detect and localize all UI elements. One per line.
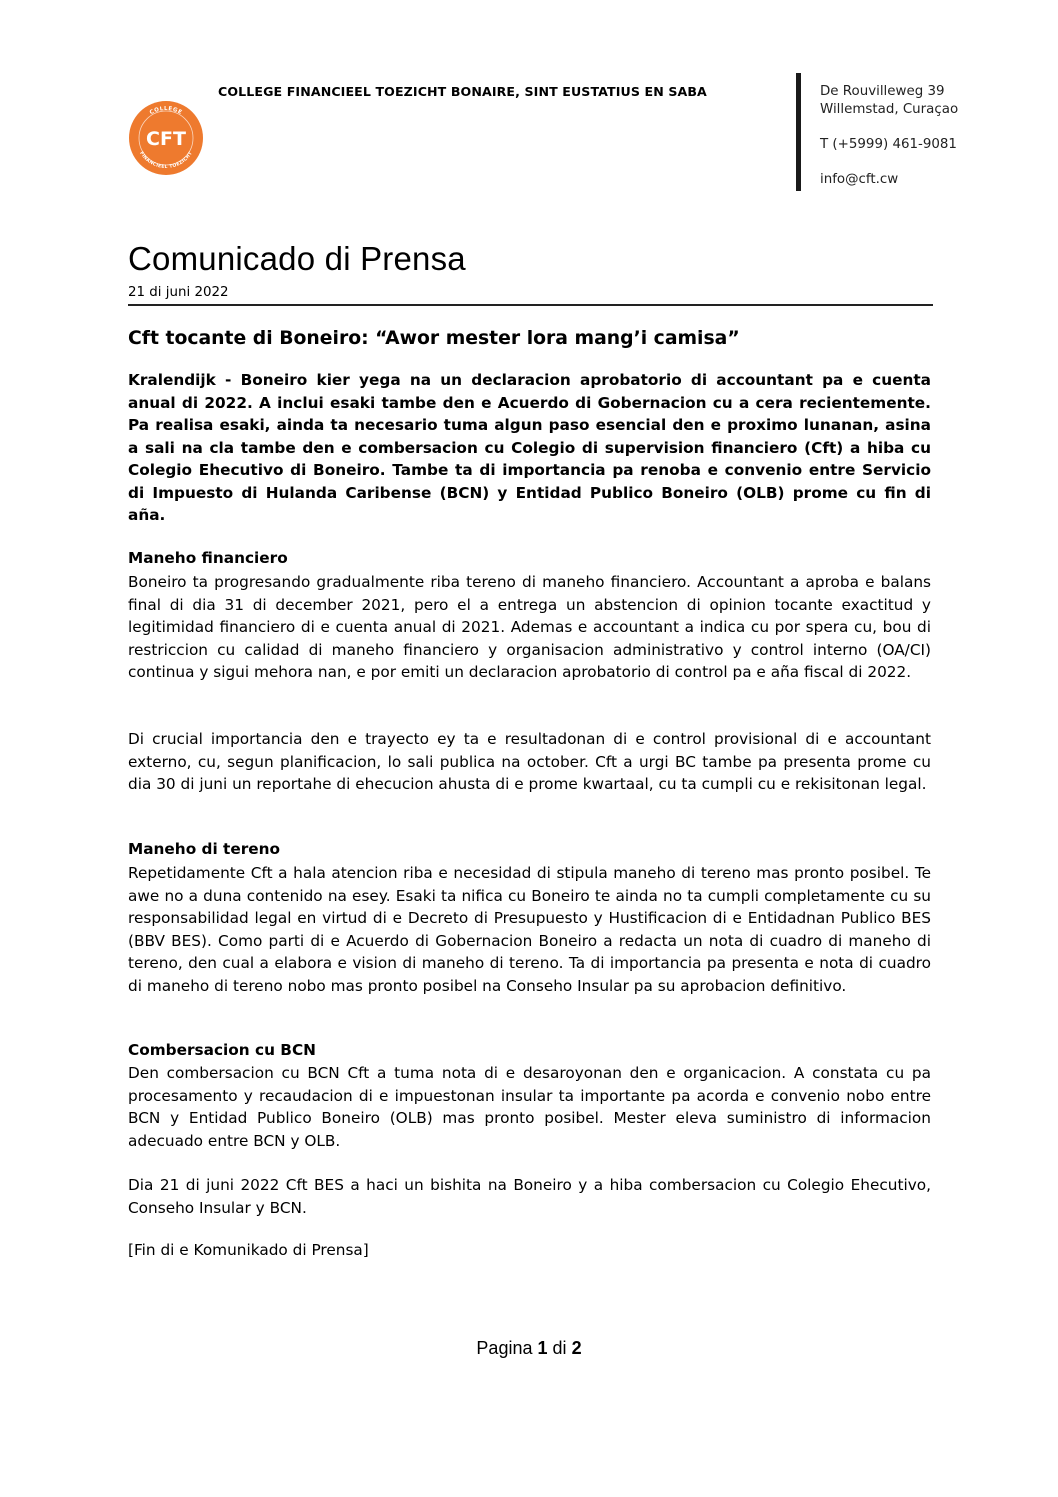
logo-text: CFT bbox=[146, 128, 186, 150]
page-total: 2 bbox=[571, 1338, 582, 1358]
section-heading-land: Maneho di tereno bbox=[128, 840, 281, 858]
section-land-paragraph: Repetidamente Cft a hala atencion riba e necesidad di stipula maneho di tereno mas pronto posibel. Te awe no a duna contenido na esey. Esaki ta nifica cu Boneiro te ainda no ta cumpli completamente cu su responsabilidad legal en virtud di e Decreto di Presupuesto y Hustificacion di e Entidadnan Publico BES (BBV BES). Como parti di e Acuerdo di Gobernacion Boneiro a redacta un nota di cuadro di maneho di tereno, den cual a elabora e vision di maneho di tereno. Ta di importancia pa presenta e nota di cuadro di maneho di tereno nobo mas pronto posibel na Conseho Insular pa su aprobacion definitivo. bbox=[128, 864, 931, 995]
closing-paragraph: Dia 21 di juni 2022 Cft BES a haci un bishita na Boneiro y a hiba combersacion cu Colegio Ehecutivo, Conseho Insular y BCN. bbox=[128, 1176, 931, 1217]
page-number bbox=[0, 1338, 1058, 1359]
organization-name: COLLEGE FINANCIEEL TOEZICHT BONAIRE, SINT EUSTATIUS EN SABA bbox=[218, 84, 707, 99]
logo-ring-text-bottom: FINANCIEEL TOEZICHT bbox=[138, 151, 194, 171]
cft-logo bbox=[128, 100, 204, 176]
section-heading-bcn: Combersacion cu BCN bbox=[128, 1041, 316, 1059]
address-line-2: Willemstad, Curaçao bbox=[820, 102, 959, 117]
end-note: [Fin di e Komunikado di Prensa] bbox=[128, 1241, 369, 1259]
document-date: 21 di juni 2022 bbox=[128, 285, 229, 300]
headline: Cft tocante di Boneiro: “Awor mester lora mang’i camisa” bbox=[128, 328, 740, 349]
phone-number: T (+5999) 461-9081 bbox=[820, 137, 957, 152]
lead-paragraph: Kralendijk - Boneiro kier yega na un declaracion aprobatorio di accountant pa e cuenta anual di 2022. A inclui esaki tambe den e Acuerdo di Gobernacion cu a cera recientemente. Pa realisa esaki, ainda ta necesario tuma algun paso esencial den e proximo lunanan, asina a sali na cla tambe den e combersacion cu Colegio di supervision financiero (Cft) a hiba cu Colegio Ehecutivo di Boneiro. Tambe ta di importancia pa renoba e convenio entre Servicio di Impuesto di Hulanda Caribense (BCN) y Entidad Publico Boneiro (OLB) prome cu fin di aña. bbox=[128, 371, 931, 524]
page-prefix: Pagina bbox=[476, 1338, 533, 1358]
document-title: Comunicado di Prensa bbox=[128, 240, 466, 277]
address-line-1: De Rouvilleweg 39 bbox=[820, 84, 945, 99]
email-address: info@cft.cw bbox=[820, 172, 899, 187]
title-rule bbox=[128, 304, 933, 306]
page-separator: di bbox=[552, 1338, 567, 1358]
section-financial-paragraph-1: Boneiro ta progresando gradualmente riba tereno di maneho financiero. Accountant a aproba e balans final di dia 31 di december 2021, pero el a entrega un abstencion di opinion tocante exactitud y legitimidad financiero di e cuenta anual di 2021. Ademas e accountant a indica cu por spera cu, bou di restriccion cu calidad di maneho financiero y organisacion administrativo y control interno (OA/CI) continua y sigui mehora nan, e por emiti un declaracion aprobatorio di control pa e aña fiscal di 2022. bbox=[128, 573, 931, 681]
section-heading-financial: Maneho financiero bbox=[128, 549, 288, 567]
section-financial-paragraph-2: Di crucial importancia den e trayecto ey ta e resultadonan di e control provisional di e accountant externo, cu, segun planificacion, lo sali publica na october. Cft a urgi BC tambe pa presenta prome cu dia 30 di juni un reportahe di ehecucion ahusta di e prome kwartaal, cu ta cumpli cu e rekisitonan legal. bbox=[128, 730, 931, 793]
section-bcn-paragraph: Den combersacion cu BCN Cft a tuma nota di e desaroyonan den e organicacion. A constata cu pa procesamento y recaudacion di e impuestonan insular ta importante pa acorda e convenio nobo entre BCN y Entidad Publico Boneiro (OLB) mas pronto posibel. Mester eleva suministro di informacion adecuado entre BCN y OLB. bbox=[128, 1064, 931, 1150]
page-current: 1 bbox=[537, 1338, 548, 1358]
logo-ring-text-top: COLLEGE bbox=[148, 105, 184, 117]
header-divider bbox=[796, 73, 801, 191]
